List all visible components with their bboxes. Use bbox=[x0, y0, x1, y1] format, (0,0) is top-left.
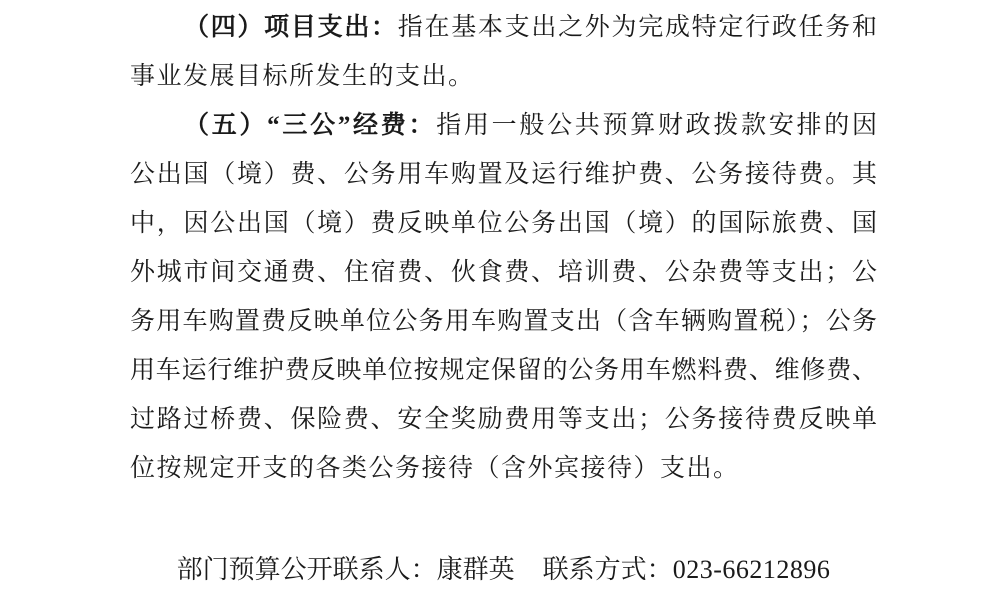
text-line bbox=[130, 297, 877, 346]
clause-label: （五）“三公”经费： bbox=[184, 112, 437, 139]
text-line bbox=[130, 101, 877, 150]
contact-name: 康群英 bbox=[436, 555, 515, 584]
text-line bbox=[130, 248, 877, 297]
clause-label: （四）项目支出： bbox=[184, 14, 398, 41]
phone-label: 联系方式： bbox=[542, 555, 673, 584]
contact-label: 部门预算公开联系人： bbox=[176, 555, 437, 584]
line-text: 外城市间交通费、住宿费、伙食费、培训费、公杂费等支出；公 bbox=[130, 259, 877, 286]
phone-number: 023-66212896 bbox=[672, 555, 831, 584]
line-text: 事业发展目标所发生的支出。 bbox=[130, 63, 475, 90]
line-text: 公出国（境）费、公务用车购置及运行维护费、公务接待费。其 bbox=[130, 161, 877, 188]
line-text: 过路过桥费、保险费、安全奖励费用等支出；公务接待费反映单 bbox=[130, 406, 877, 433]
text-line bbox=[130, 444, 877, 493]
line-text: 位按规定开支的各类公务接待（含外宾接待）支出。 bbox=[130, 455, 740, 482]
line-text: 指在基本支出之外为完成特定行政任务和 bbox=[397, 14, 877, 41]
line-text: 中，因公出国（境）费反映单位公务出国（境）的国际旅费、国 bbox=[130, 210, 877, 237]
document-body bbox=[130, 0, 877, 589]
text-line bbox=[130, 395, 877, 444]
line-text: 务用车购置费反映单位公务用车购置支出（含车辆购置税）；公务 bbox=[130, 308, 877, 335]
text-line bbox=[130, 150, 877, 199]
text-line bbox=[130, 3, 877, 52]
line-text: 用车运行维护费反映单位按规定保留的公务用车燃料费、维修费、 bbox=[130, 357, 877, 384]
text-line bbox=[130, 52, 877, 101]
text-line bbox=[130, 346, 877, 395]
line-text: 指用一般公共预算财政拨款安排的因 bbox=[436, 112, 877, 139]
contact-line bbox=[130, 545, 877, 589]
text-line bbox=[130, 199, 877, 248]
